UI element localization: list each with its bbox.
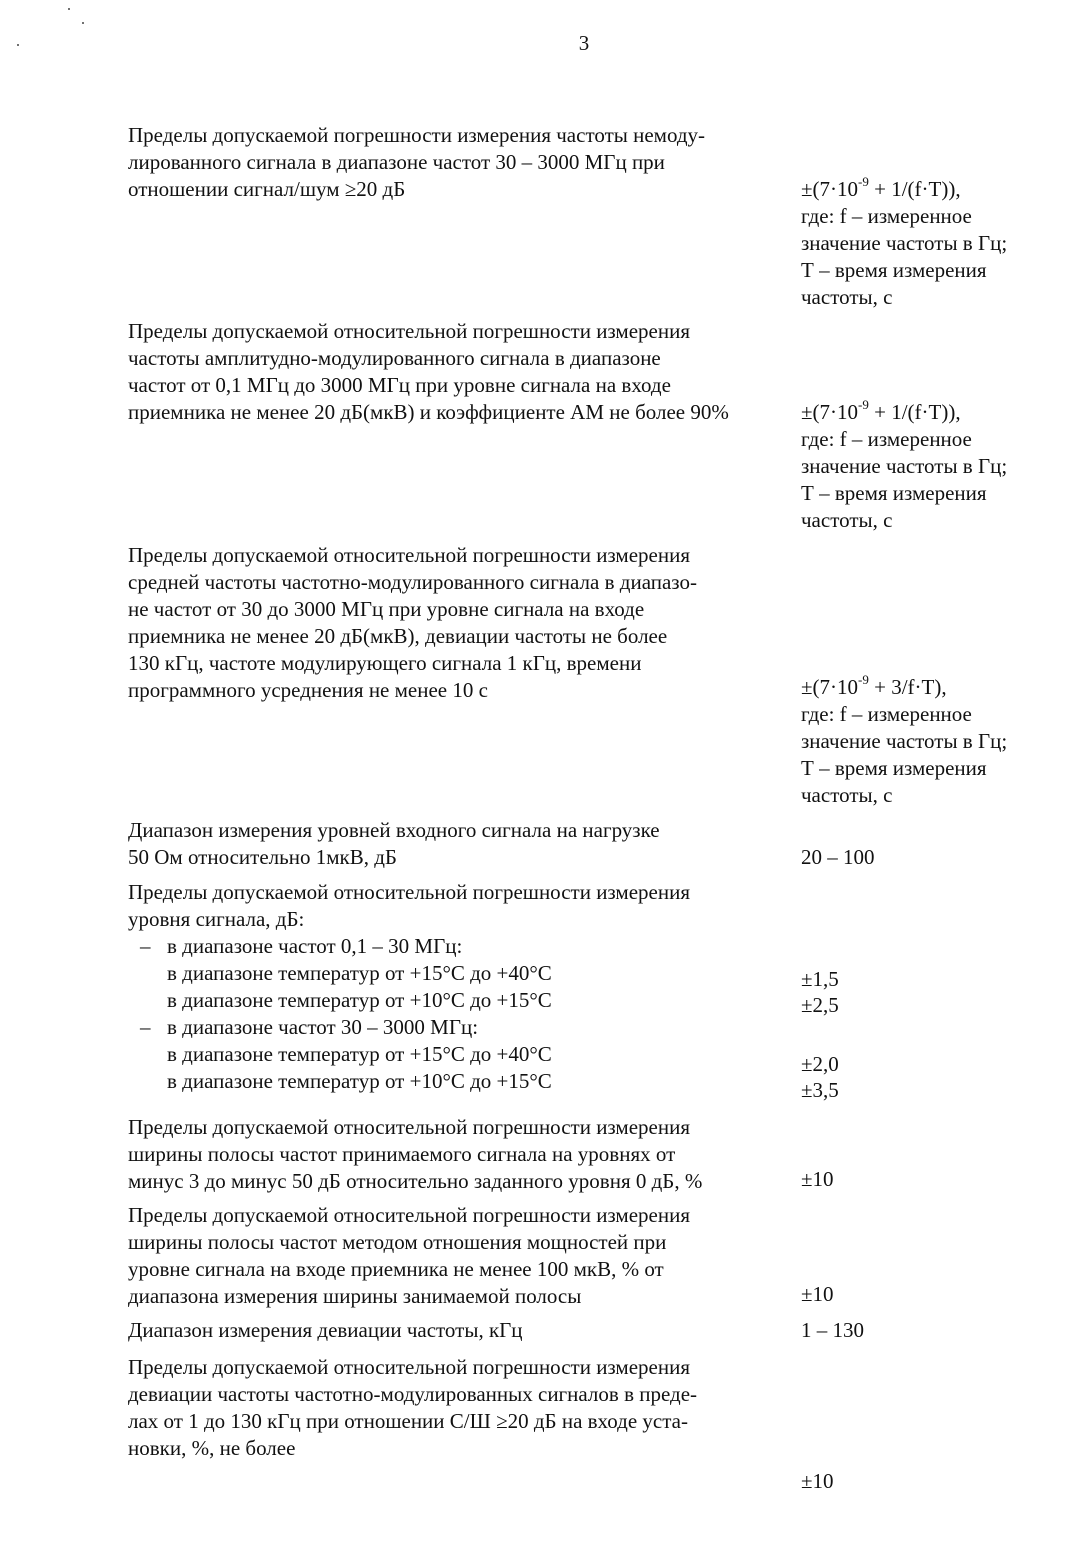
page-number: 3 [578,31,590,55]
spec-description: Диапазон измерения уровней входного сигнала на нагрузке 50 Ом относительно 1мкВ, дБ [128,818,660,869]
spec-description: Пределы допускаемой относительной погрешности измерения уровня сигнала, дБ: – в диапазоне частот 0,1 – 30 МГц: в диапазоне температур от +15°С до +40°С в диапазоне температур от +10°С до +15°С – в диапазоне частот 30 – 3000 МГц: в диапазоне температур от +15°С до +40°С в диапазоне температур от +10°С до +15°С [128,879,778,1095]
spec-description: Пределы допускаемой относительной погрешности измерения ширины полосы частот методом отношения мощностей при уровне сигнала на входе приемника не менее 100 мкВ, % от диапазона измерения ширины занимаемой полосы [128,1203,690,1308]
spec-formula: $\pm(7\cdot 10^{-9} + 1/(f\cdot T))$, где: f – измеренное значение частоты в Гц; Т – время измерения частоты, с [801,399,1081,534]
spec-formula: $\pm(7\cdot 10^{-9} + 3/f\cdot T)$, где: f – измеренное значение частоты в Гц; Т – время измерения частоты, с [801,674,1081,809]
formula-expression: $\pm(7\cdot 10^{-9} + 3/f\cdot T)$, [801,672,947,699]
spec-value: ±10 [801,1167,834,1191]
spec-description: Пределы допускаемой относительной погрешности измерения ширины полосы частот принимаемого сигнала на уровнях от минус 3 до минус 50 дБ относительно заданного уровня 0 дБ, % [128,1115,703,1193]
spec-description: Пределы допускаемой относительной погрешности измерения средней частоты частотно-модулированного сигнала в диапазо- не частот от 30 до 3000 МГц при уровне сигнала на входе приемника не менее 20 дБ(мкВ), девиации частоты не более 130 кГц, частоте модулирующего сигнала 1 кГц, времени программного усреднения не менее 10 с [128,543,697,702]
scan-speck [68,8,70,10]
frequency-band-label: – в диапазоне частот 0,1 – 30 МГц: [140,934,463,958]
spec-value: ±10 [801,1469,834,1493]
spec-value: ±2,0 [801,1052,839,1076]
formula-expression: $\pm(7\cdot 10^{-9} + 1/(f\cdot T))$, [801,397,961,424]
spec-value: ±3,5 [801,1078,839,1102]
temperature-range: в диапазоне температур от +10°С до +15°С [167,1069,552,1093]
spec-description: Пределы допускаемой относительной погрешности измерения девиации частоты частотно-модулированных сигналов в преде- лах от 1 до 130 кГц при отношении С/Ш ≥20 дБ на входе уста- новки, %, не более [128,1355,698,1460]
temperature-range: в диапазоне температур от +10°С до +15°С [167,988,552,1012]
spec-description: Пределы допускаемой относительной погрешности измерения частоты амплитудно-модулированного сигнала в диапазоне частот от 0,1 МГц до 3000 МГц при уровне сигнала на входе приемника не менее 20 дБ(мкВ) и коэффициенте АМ не более 90% [128,319,729,424]
spec-value: 20 – 100 [801,845,875,869]
temperature-range: в диапазоне температур от +15°С до +40°С [167,1042,552,1066]
spec-description: Диапазон измерения девиации частоты, кГц [128,1318,523,1342]
spec-value: ±2,5 [801,993,839,1017]
formula-expression: $\pm(7\cdot 10^{-9} + 1/(f\cdot T))$, [801,174,961,201]
spec-value: ±1,5 [801,967,839,991]
scan-speck [82,22,84,24]
spec-description: Пределы допускаемой погрешности измерения частоты немоду- лированного сигнала в диапазоне частот 30 – 3000 МГц при отношении сигнал/шум ≥20 дБ [128,123,706,201]
spec-formula: $\pm(7\cdot 10^{-9} + 1/(f\cdot T))$, где: f – измеренное значение частоты в Гц; Т – время измерения частоты, с [801,176,1081,311]
frequency-band-label: – в диапазоне частот 30 – 3000 МГц: [140,1015,479,1039]
spec-value: 1 – 130 [801,1318,864,1342]
temperature-range: в диапазоне температур от +15°С до +40°С [167,961,552,985]
spec-value: ±10 [801,1282,834,1306]
